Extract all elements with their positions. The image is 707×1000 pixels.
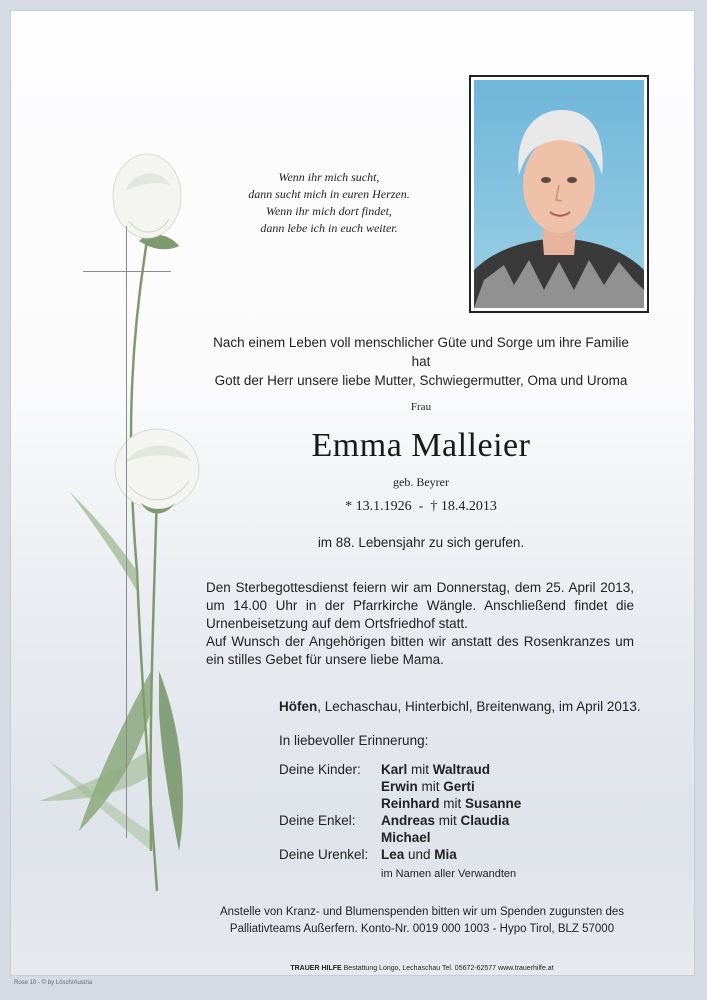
family-name: Erwin [381,779,418,794]
portrait-photo [474,80,644,308]
grandchildren-label: Deine Enkel: [279,813,356,828]
family-name: Claudia [460,813,510,828]
image-credit: Rose 10 - © by Lösch/Austria [14,980,93,986]
place-main: Höfen [279,699,318,714]
family-row [279,795,521,812]
family-connector: mit [435,813,461,828]
obituary-card [10,10,695,976]
family-connector: und [404,847,435,862]
intro-text [206,333,636,390]
family-name: Susanne [465,796,522,811]
place-rest: , Lechaschau, Hinterbichl, Breitenwang, im April 2013. [317,699,641,714]
family-list [279,761,521,863]
donation-note [206,904,638,938]
family-name: Mia [434,847,457,862]
memory-line: In liebevoller Erinnerung: [279,733,429,748]
family-connector: mit [439,796,466,811]
children-label: Deine Kinder: [279,762,361,777]
donation-line: Palliativteams Außerfern. Konto-Nr. 0019 000 1003 - Hypo Tirol, BLZ 57000 [229,923,615,935]
family-connector: mit [407,762,433,777]
donation-line: Anstelle von Kranz- und Blumenspenden bitten wir um Spenden zugunsten des [219,906,625,918]
portrait-frame [469,75,649,313]
intro-line: Gott der Herr unsere liebe Mutter, Schwiegermutter, Oma und Uroma [214,373,628,388]
poem-line: dann lebe ich in euch weiter. [260,221,398,235]
cross-vertical [126,226,127,838]
footer-text: Bestattung Longo, Lechaschau Tel. 05672-62577 www.trauerhilfe.at [341,965,554,972]
funeral-paragraph: Den Sterbegottesdienst feiern wir am Donnerstag, dem 25. April 2013, um 14.00 Uhr in der Pfarrkirche Wängle. Anschließend findet die Urnenbeisetzung auf dem Ortsfriedhof statt. [206,580,634,631]
place-date-line [279,699,641,714]
family-row [279,761,521,778]
family-row [279,846,521,863]
family-name: Karl [381,762,408,777]
funeral-home-footer [206,965,638,972]
age-line: im 88. Lebensjahr zu sich gerufen. [317,535,525,550]
death-date: † 18.4.2013 [430,499,497,514]
poem-line: Wenn ihr mich dort findet, [266,204,392,218]
family-name: Reinhard [381,796,440,811]
intro-line: Nach einem Leben voll menschlicher Güte und Sorge um ihre Familie hat [213,335,629,369]
family-row [279,829,521,846]
relatives-line: im Namen aller Verwandten [381,868,517,880]
poem-line: Wenn ihr mich sucht, [278,170,380,184]
birth-date: * 13.1.1926 [345,499,412,514]
birth-name: geb. Beyrer [393,475,449,489]
great-grandchildren-label: Deine Urenkel: [279,847,369,862]
family-row [279,778,521,795]
poem-line: dann sucht mich in euren Herzen. [248,187,410,201]
white-rose-illustration [29,151,219,911]
family-name: Lea [381,847,405,862]
cross-horizontal [83,271,171,272]
request-paragraph: Auf Wunsch der Angehörigen bitten wir anstatt des Rosenkranzes um ein stilles Gebet für unsere liebe Mama. [206,634,634,667]
salutation: Frau [410,401,432,413]
deceased-name: Emma Malleier [311,427,531,464]
poem [231,169,427,237]
family-name: Michael [381,830,431,845]
date-separator: - [418,499,424,514]
family-name: Andreas [381,813,436,828]
family-connector: mit [417,779,444,794]
family-name: Gerti [443,779,475,794]
family-name: Waltraud [432,762,491,777]
family-row [279,812,521,829]
life-dates [206,499,636,515]
portrait-illustration [474,80,644,308]
footer-brand: TRAUER HILFE [290,965,342,972]
